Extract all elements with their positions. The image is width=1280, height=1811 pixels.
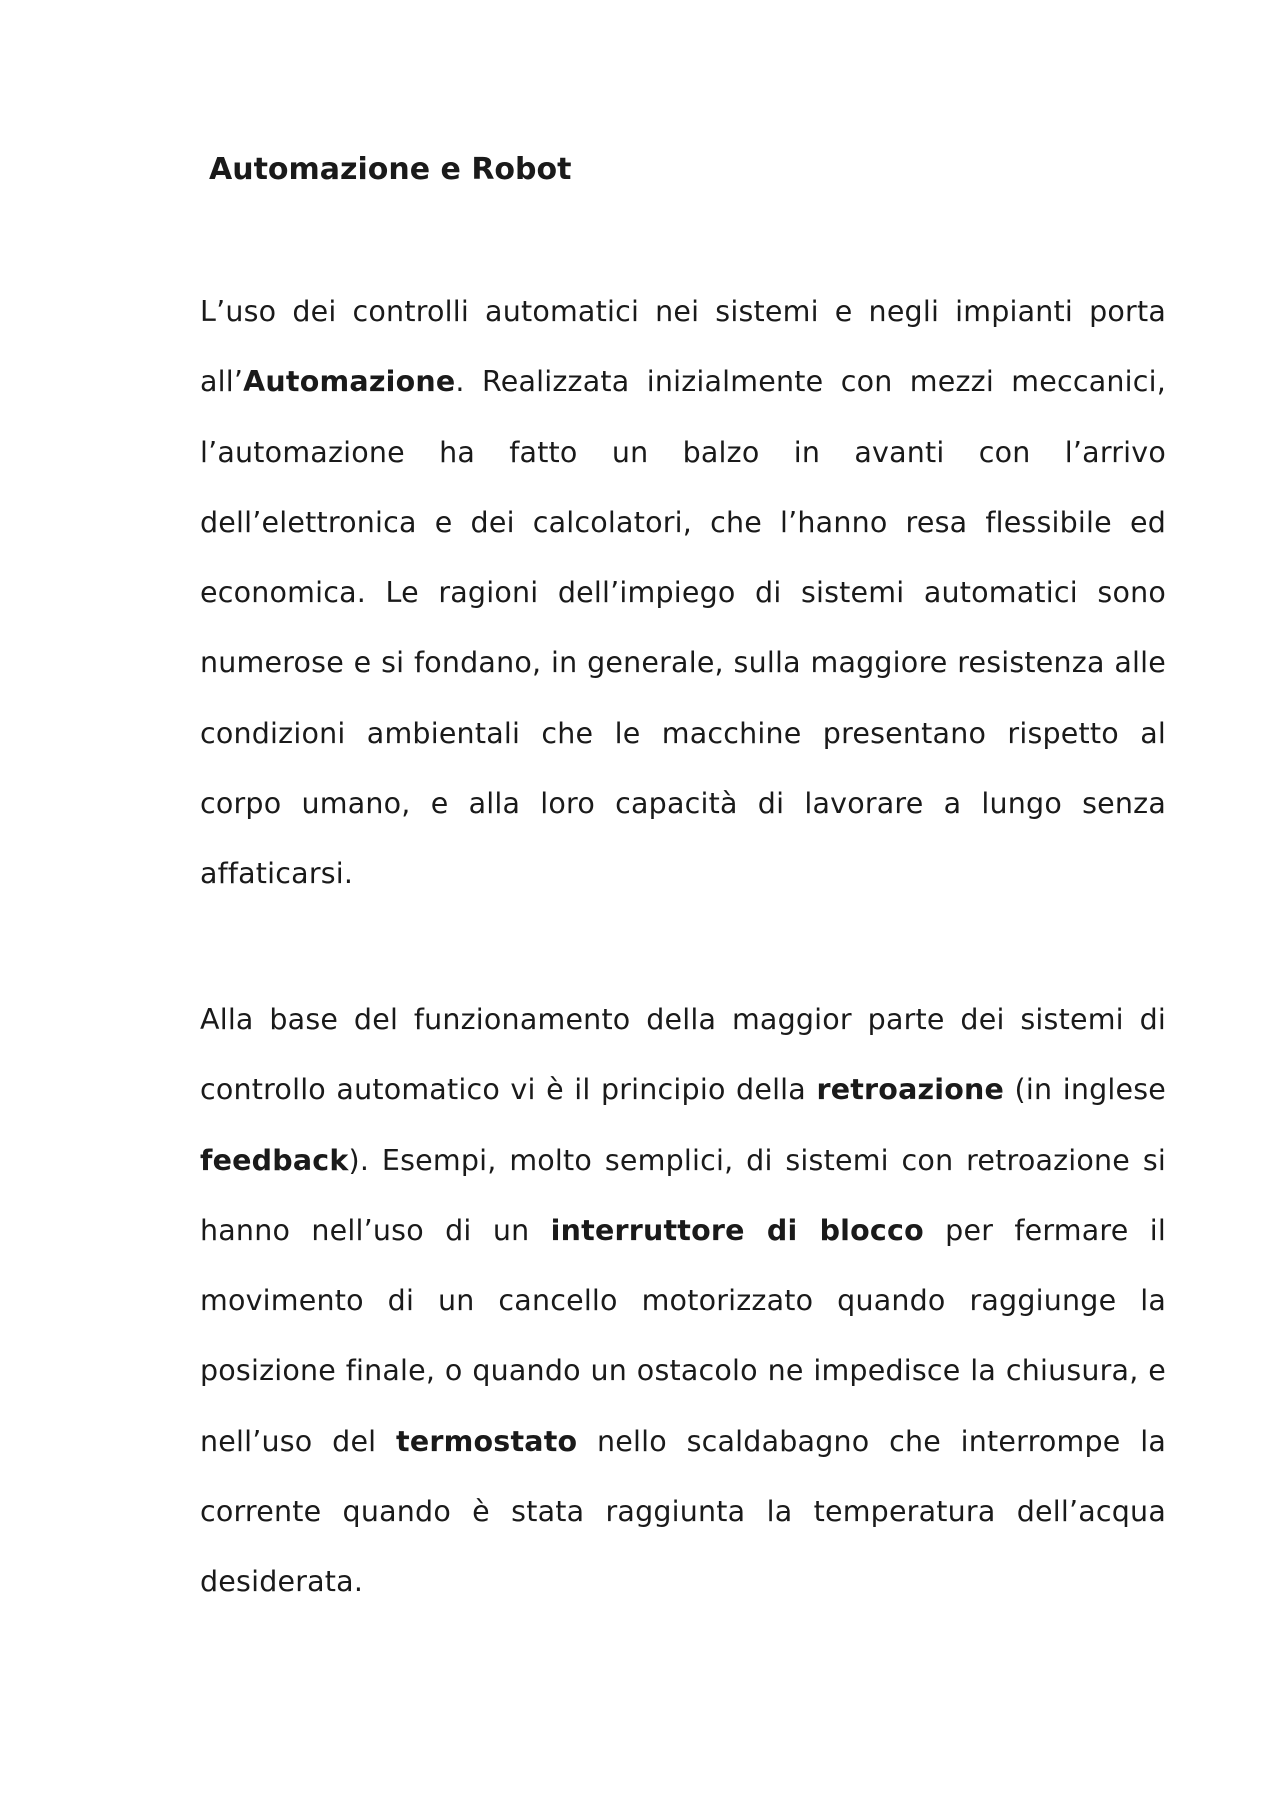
- paragraph-automazione: [200, 277, 1166, 910]
- bold-term-interruttore: interruttore di blocco: [550, 1213, 924, 1247]
- bold-term-feedback: feedback: [200, 1143, 349, 1177]
- paragraph-retroazione: [200, 985, 1166, 1618]
- bold-term-termostato: termostato: [396, 1424, 578, 1458]
- paragraph-text: nello scaldabagno che interrompe la corrente quando è stata raggiunta la temperatura dell’acqua desiderata.: [200, 1424, 1166, 1599]
- paragraph-text: Alla base del funzionamento della maggior parte dei sistemi di controllo automatico vi è il principio della: [200, 1003, 1166, 1107]
- bold-term-automazione: Automazione: [243, 365, 456, 399]
- paragraph-text: (in inglese: [1004, 1073, 1167, 1107]
- bold-term-retroazione: retroazione: [816, 1073, 1005, 1107]
- document-title: Automazione e Robot: [209, 152, 572, 187]
- paragraph-text: per fermare il movimento di un cancello motorizzato quando raggiunge la posizione finale, o quando un ostacolo ne impedisce la chiusura, e nell’uso del: [200, 1213, 1166, 1458]
- paragraph-text: . Realizzata inizialmente con mezzi meccanici, l’automazione ha fatto un balzo in avanti con l’arrivo dell’elettronica e dei calcolatori, che l’hanno resa flessibile ed economica. Le ragioni dell’impiego di sistemi automatici sono numerose e si fondano, in generale, sulla maggiore resistenza alle condizioni ambientali che le macchine presentano rispetto al corpo umano, e alla loro capacità di lavorare a lungo senza affaticarsi.: [200, 365, 1166, 891]
- paragraph-text: L’uso dei controlli automatici nei sistemi e negli impianti porta all’: [200, 295, 1166, 399]
- paragraph-text: ). Esempi, molto semplici, di sistemi con retroazione si hanno nell’uso di un: [200, 1143, 1166, 1247]
